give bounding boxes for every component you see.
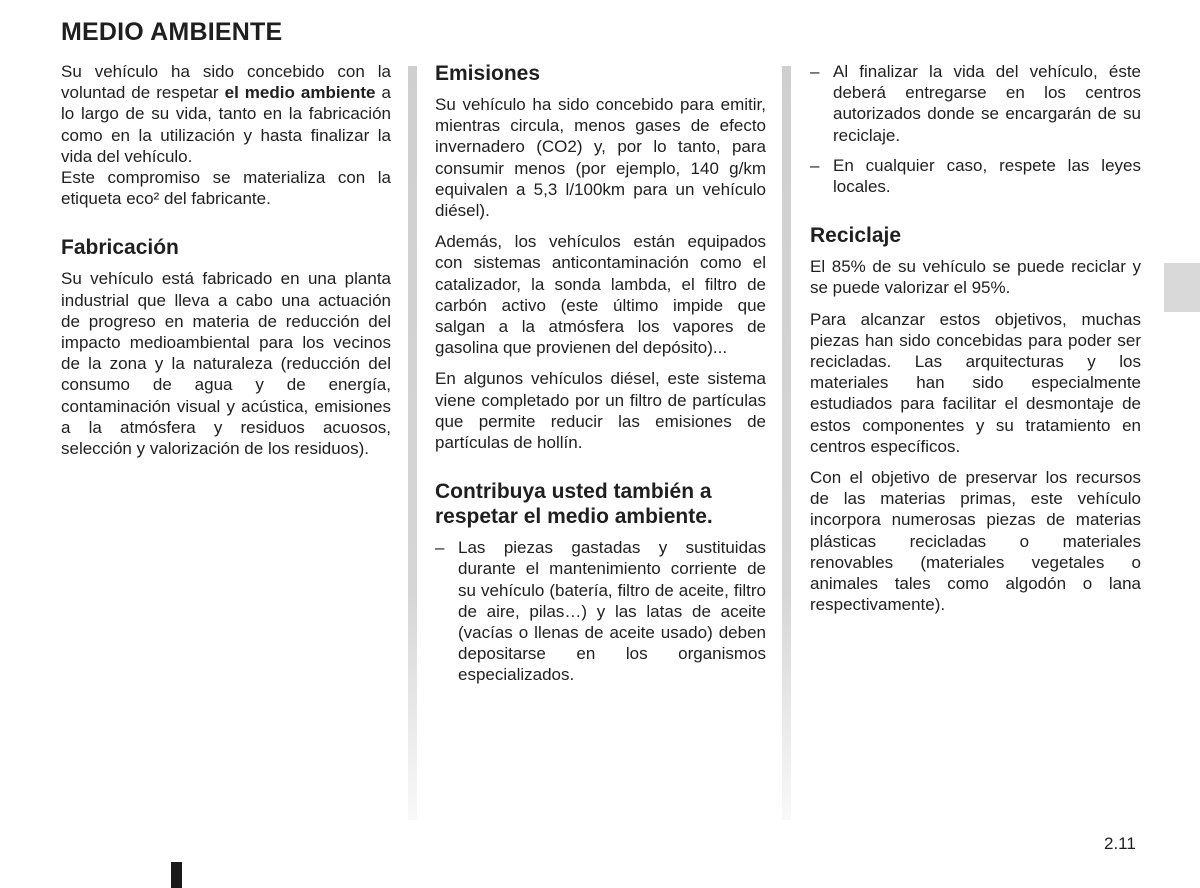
intro-paragraph: Su vehículo ha sido concebido con la voluntad de respetar el medio ambiente a lo largo de su vida, tanto en la fabricación como en la utilización y hasta finalizar la vida del vehículo.: [61, 62, 392, 166]
middle-column: [435, 61, 766, 695]
fabricacion-paragraph: Su vehículo está fabricado en una planta industrial que lleva a cabo una actuación de progreso en materia de reducción del impacto medioambiental para los vecinos de la zona y la naturaleza (reducción del consumo de agua y de energía, contaminación visual y acústica, emisiones a la atmósfera y residuos acuosos, selección y valorización de los residuos).: [61, 269, 391, 459]
list-item: – Las piezas gastadas y sustituidas durante el mantenimiento corriente de su vehículo (batería, filtro de aceite, filtro de aire, pilas…) y las latas de aceite (vacías o llenas de aceite usado) deben depositarse en los organismos especializados.: [435, 538, 766, 685]
page-number: 2.11: [1104, 834, 1136, 853]
section-title-reciclaje: Reciclaje: [810, 224, 902, 248]
emisiones-paragraph-2: Además, los vehículos están equipados con sistemas anticontaminación como el catalizador, la sonda lambda, el filtro de carbón activo (este último impide que salgan a la atmósfera los vapores de gasolina que provienen del depósito)...: [435, 232, 766, 358]
column-divider: [408, 66, 417, 820]
contribuya-list: [435, 537, 766, 685]
reciclaje-paragraph-2: Para alcanzar estos objetivos, muchas piezas han sido concebidas para poder ser recicladas. Las arquitecturas y los materiales han sido especialmente estudiados para facilitar el desmontaje de estos componentes y su tratamiento en centros específicos.: [810, 309, 1141, 456]
print-mark: [171, 862, 182, 888]
section-title-emisiones: Emisiones: [435, 62, 541, 85]
list-item: – En cualquier caso, respete las leyes locales.: [810, 155, 1141, 197]
section-tab-marker: [1164, 263, 1200, 312]
emisiones-paragraph-3: En algunos vehículos diésel, este sistema viene completado por un filtro de partículas que permite reducir las emisiones de partículas de hollín.: [435, 369, 766, 453]
dash-bullet: –: [810, 62, 820, 81]
section-title-fabricacion: Fabricación: [61, 236, 179, 260]
page-title: MEDIO AMBIENTE: [61, 18, 283, 46]
column-divider: [782, 66, 791, 820]
reciclaje-paragraph-3: Con el objetivo de preservar los recursos de las materias primas, este vehículo incorpora numerosas piezas de materias plásticas recicladas o materiales renovables (materiales vegetales o animales tales como algodón o lana respectivamente).: [810, 468, 1141, 615]
list-item: – Al finalizar la vida del vehículo, éste deberá entregarse en los centros autorizados donde se encargarán de su reciclaje.: [810, 62, 1141, 145]
dash-bullet: –: [435, 538, 445, 558]
contribuya-list-continued: [810, 61, 1141, 197]
intro-paragraph-2: Este compromiso se materializa con la etiqueta eco² del fabricante.: [61, 168, 391, 209]
intro-emphasis: el medio ambiente: [224, 83, 376, 103]
dash-bullet: –: [810, 155, 820, 175]
reciclaje-paragraph-1: El 85% de su vehículo se puede reciclar y se puede valorizar el 95%.: [810, 257, 1141, 298]
right-column: [810, 61, 1141, 625]
left-column: [61, 61, 391, 469]
section-title-contribuya: Contribuya usted también a respetar el medio ambiente.: [435, 480, 713, 529]
emisiones-paragraph-1: Su vehículo ha sido concebido para emitir, mientras circula, menos gases de efecto invernadero (CO2) y, por lo tanto, para consumir menos (por ejemplo, 140 g/km equivalen a 5,3 l/100km para un vehículo diésel).: [435, 95, 766, 221]
